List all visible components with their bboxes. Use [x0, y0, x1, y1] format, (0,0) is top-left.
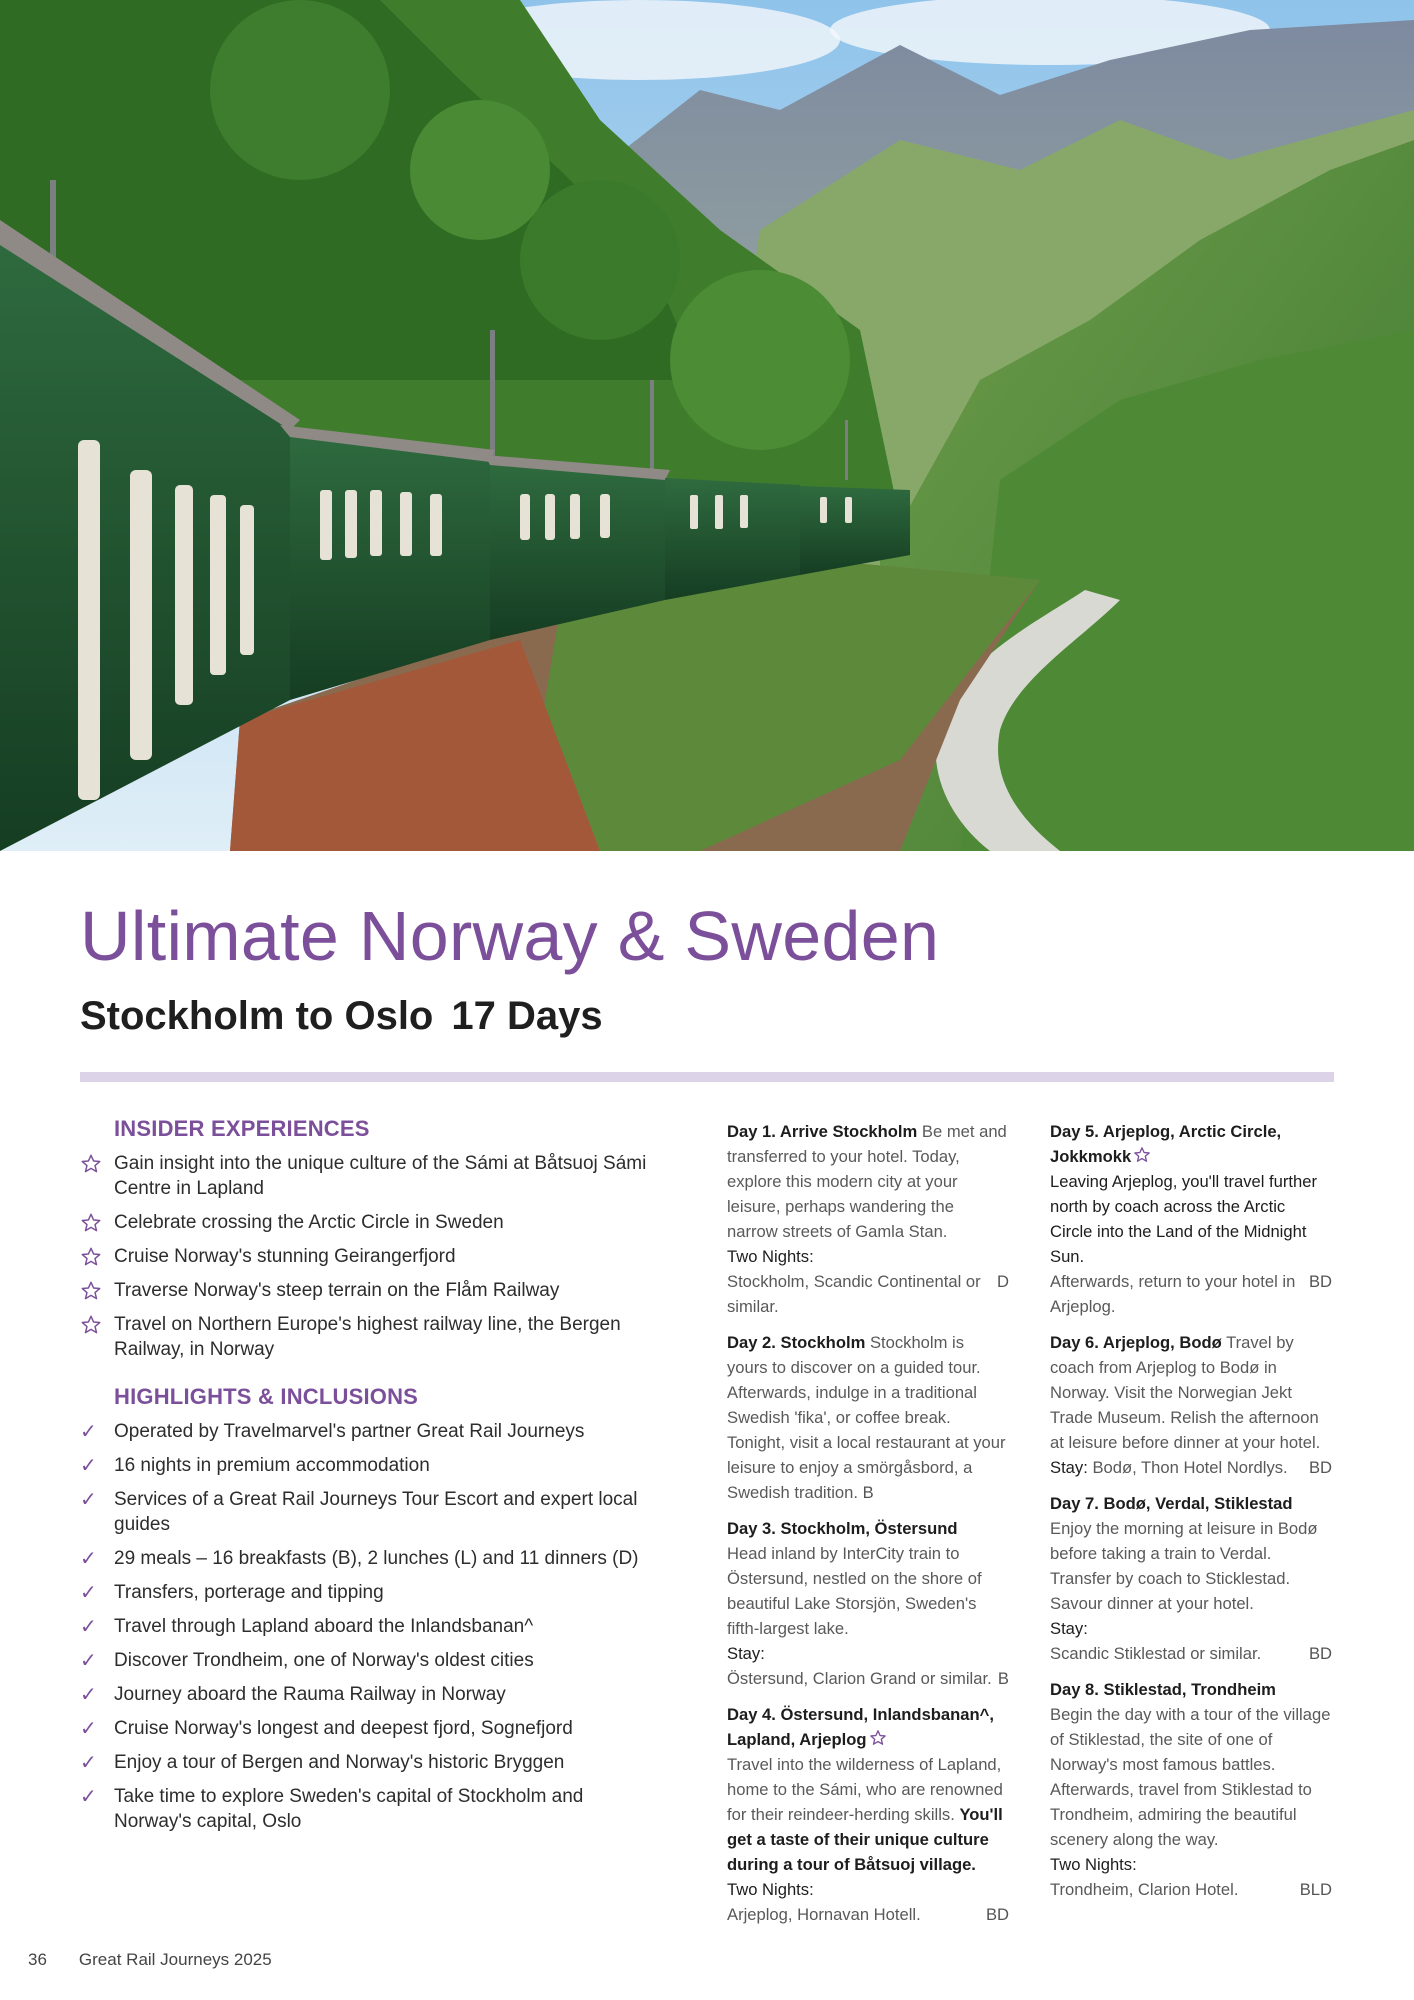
meal-code: BD: [985, 1905, 1009, 1924]
checkmark-icon: ✓: [80, 1718, 97, 1740]
list-item: ✓ Take time to explore Sweden's capital of Stockholm and Norway's capital, Oslo: [80, 1786, 584, 1832]
day-8: Day 8. Stiklestad, Trondheim Begin the day with a tour of the village of Stiklestad, the site of one of Norway's most famous battles. Afterwards, travel from Stiklestad to Trondheim, admiring the beautiful scenery along the way. Two Nights: Trondheim, Clarion Hotel. BLD: [1050, 1677, 1332, 1902]
meal-code: D: [997, 1272, 1009, 1291]
star-icon: [80, 1312, 114, 1336]
insider-heading: INSIDER EXPERIENCES: [114, 1116, 370, 1141]
checkmark-icon: ✓: [80, 1616, 97, 1638]
star-icon: [80, 1244, 114, 1268]
meal-code: BLD: [1299, 1880, 1332, 1899]
list-item: ✓ Operated by Travelmarvel's partner Great Rail Journeys: [80, 1421, 585, 1443]
checkmark-icon: ✓: [80, 1650, 97, 1672]
day-1: Day 1. Arrive Stockholm Be met and transferred to your hotel. Today, explore this modern city at your leisure, perhaps wandering the narrow streets of Gamla Stan. Two Nights: Stockholm, Scandic Continental or similar. D: [727, 1119, 1009, 1319]
checkmark-icon: ✓: [80, 1582, 97, 1604]
meal-code: BD: [1308, 1458, 1332, 1477]
page-footer: [28, 1950, 272, 1970]
day-4: Day 4. Östersund, Inlandsbanan^, Lapland, Arjeplog Travel into the wilderness of Lapland, home to the Sámi, who are renowned for their reindeer-herding skills. You'll get a taste of their unique culture during a tour of Båtsuoj village. Two Nights: Arjeplog, Hornavan Hotell. BD: [727, 1702, 1009, 1927]
route: Stockholm to Oslo: [80, 994, 434, 1038]
list-item: Cruise Norway's stunning Geirangerfjord: [80, 1244, 660, 1269]
list-item: ✓ Cruise Norway's longest and deepest fjord, Sognefjord: [80, 1718, 573, 1740]
meal-code: BD: [1308, 1272, 1332, 1291]
highlights-list: [80, 1419, 660, 1834]
checkmark-icon: ✓: [80, 1752, 97, 1774]
insider-list: [80, 1151, 660, 1362]
highlights-heading: HIGHLIGHTS & INCLUSIONS: [114, 1384, 419, 1409]
train-landscape-illustration: [0, 0, 1414, 851]
meal-code: B: [997, 1669, 1009, 1688]
star-icon: [869, 1729, 887, 1747]
publication-name: Great Rail Journeys 2025: [78, 1950, 272, 1969]
list-item: ✓ Travel through Lapland aboard the Inlandsbanan^: [80, 1616, 534, 1638]
checkmark-icon: ✓: [80, 1489, 97, 1511]
itinerary-column-1: [727, 1119, 1009, 1938]
meal-code: BD: [1308, 1644, 1332, 1663]
star-icon: [80, 1151, 114, 1175]
list-item: ✓ 29 meals – 16 breakfasts (B), 2 lunches (L) and 11 dinners (D): [80, 1548, 639, 1570]
duration: 17 Days: [451, 994, 603, 1038]
itinerary-column-2: [1050, 1119, 1332, 1913]
list-item: ✓ Journey aboard the Rauma Railway in Norway: [80, 1684, 506, 1706]
list-item: Travel on Northern Europe's highest railway line, the Bergen Railway, in Norway: [80, 1312, 660, 1362]
page-number: 36: [28, 1950, 47, 1969]
checkmark-icon: ✓: [80, 1548, 97, 1570]
hero-photo: [0, 0, 1414, 851]
list-item: Traverse Norway's steep terrain on the Flåm Railway: [80, 1278, 660, 1303]
left-column: [80, 1116, 660, 1856]
page-title: Ultimate Norway & Sweden: [80, 897, 940, 975]
day-5: Day 5. Arjeplog, Arctic Circle, Jokkmokk Leaving Arjeplog, you'll travel further north by coach across the Arctic Circle into the Land of the Midnight Sun. Afterwards, return to your hotel in Arjeplog. BD: [1050, 1119, 1332, 1319]
day-3: Day 3. Stockholm, Östersund Head inland by InterCity train to Östersund, nestled on the shore of beautiful Lake Storsjön, Sweden's fifth-largest lake. Stay: Östersund, Clarion Grand or similar. B: [727, 1516, 1009, 1691]
checkmark-icon: ✓: [80, 1786, 97, 1808]
day-6: Day 6. Arjeplog, Bodø Travel by coach from Arjeplog to Bodø in Norway. Visit the Norwegian Jekt Trade Museum. Relish the afternoon at leisure before dinner at your hotel. Stay: Bodø, Thon Hotel Nordlys. BD: [1050, 1330, 1332, 1480]
meal-code: B: [862, 1483, 874, 1502]
checkmark-icon: ✓: [80, 1455, 97, 1477]
list-item: Gain insight into the unique culture of the Sámi at Båtsuoj Sámi Centre in Lapland: [80, 1151, 660, 1201]
list-item: ✓ Services of a Great Rail Journeys Tour Escort and expert local guides: [80, 1489, 638, 1535]
list-item: ✓ Transfers, porterage and tipping: [80, 1582, 384, 1604]
star-icon: [80, 1210, 114, 1234]
divider-rule: [80, 1072, 1334, 1082]
star-icon: [1133, 1146, 1151, 1164]
list-item: ✓ 16 nights in premium accommodation: [80, 1455, 430, 1477]
checkmark-icon: ✓: [80, 1421, 97, 1443]
star-icon: [80, 1278, 114, 1302]
day-7: Day 7. Bodø, Verdal, Stiklestad Enjoy the morning at leisure in Bodø before taking a train to Verdal. Transfer by coach to Sticklestad. Savour dinner at your hotel. Stay: Scandic Stiklestad or similar. BD: [1050, 1491, 1332, 1666]
list-item: ✓ Enjoy a tour of Bergen and Norway's historic Bryggen: [80, 1752, 565, 1774]
checkmark-icon: ✓: [80, 1684, 97, 1706]
day-2: Day 2. Stockholm Stockholm is yours to discover on a guided tour. Afterwards, indulge in a traditional Swedish 'fika', or coffee break. Tonight, visit a local restaurant at your leisure to enjoy a smörgåsbord, a Swedish tradition. B: [727, 1333, 1006, 1502]
trip-subtitle: [80, 994, 603, 1039]
list-item: ✓ Discover Trondheim, one of Norway's oldest cities: [80, 1650, 534, 1672]
list-item: Celebrate crossing the Arctic Circle in Sweden: [80, 1210, 660, 1235]
